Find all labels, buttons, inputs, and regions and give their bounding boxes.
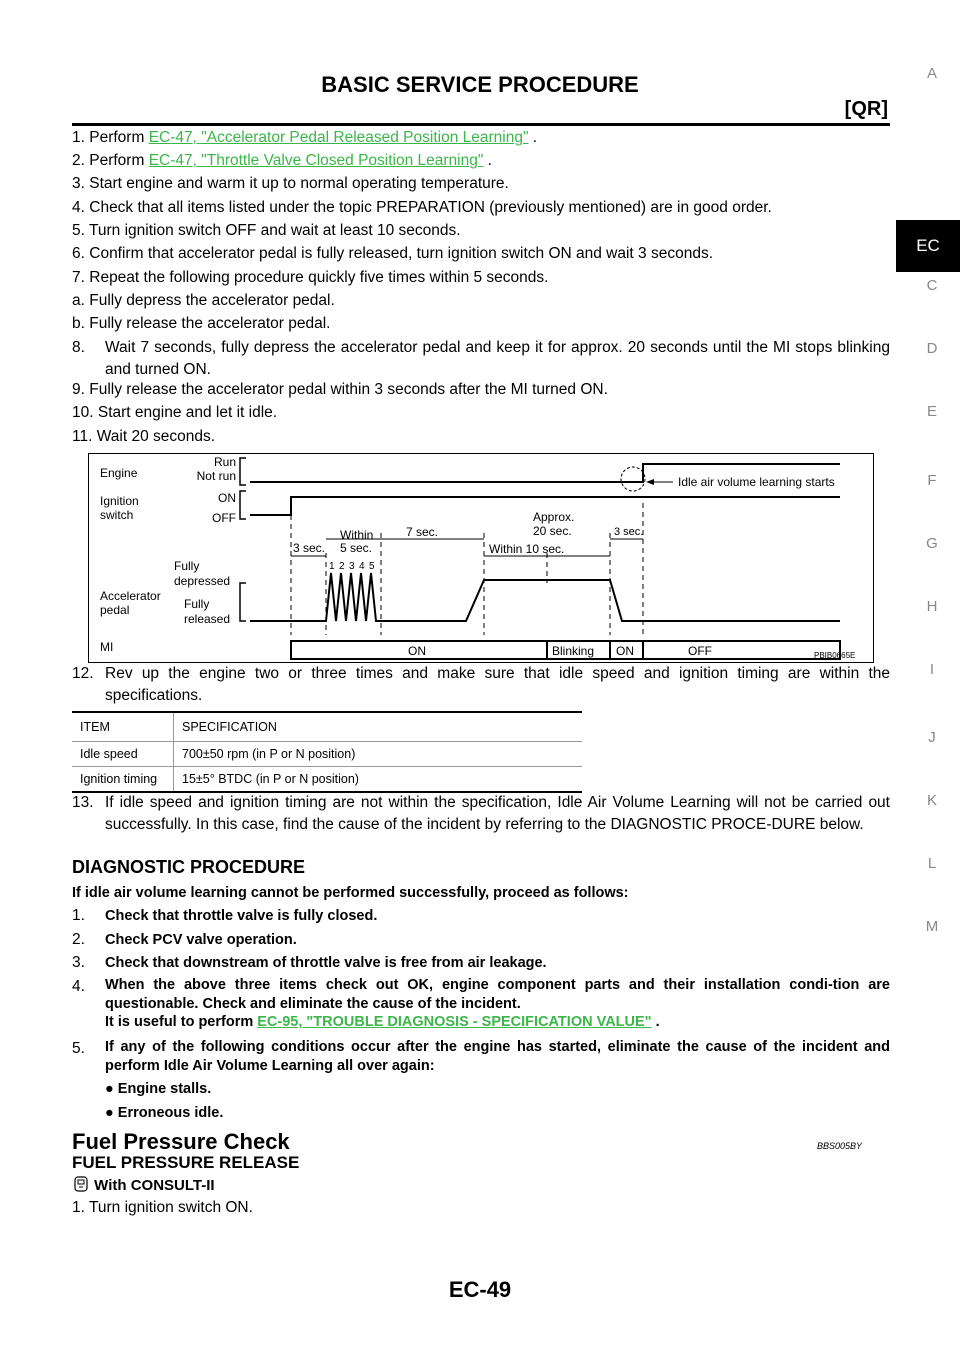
- timing-diagram: [88, 453, 874, 663]
- consult-line: With CONSULT-II: [72, 1175, 890, 1197]
- diag-intro: If idle air volume learning cannot be performed successfully, proceed as follows:: [72, 885, 629, 901]
- side-index-c[interactable]: C: [926, 277, 938, 294]
- side-index-h[interactable]: H: [926, 598, 938, 615]
- diag-title: DIAGNOSTIC PROCEDURE: [72, 857, 306, 877]
- header-rule: [72, 123, 890, 126]
- side-index-m[interactable]: M: [925, 918, 939, 935]
- mi-on2: ON: [616, 644, 634, 658]
- label-within-10: Within 10 sec.: [489, 542, 565, 556]
- section-code: [QR]: [844, 98, 888, 120]
- table-row: [72, 712, 582, 742]
- bullet-icon: ●: [105, 1081, 118, 1097]
- side-index-a[interactable]: A: [926, 65, 937, 82]
- figure-code: PBIB0665E: [814, 651, 856, 660]
- diag-4-num: 4.: [72, 978, 85, 995]
- mi-blinking: Blinking: [552, 644, 595, 658]
- label-ign-on: ON: [218, 491, 236, 505]
- step-12-num: 12.: [72, 665, 94, 682]
- step-8: Wait 7 seconds, fully depress the accelerator pedal and keep it for approx. 20 seconds until the MI stops blinking and turned ON.: [105, 339, 890, 378]
- link-spec-value[interactable]: EC-95, "TROUBLE DIAGNOSIS - SPECIFICATION VALUE": [257, 1014, 652, 1030]
- label-run: Run: [213, 455, 236, 469]
- table-row: Idle speed 700±50 rpm (in P or N position): [72, 742, 582, 767]
- step-3: 3. Start engine and warm it up to normal operating temperature.: [72, 175, 509, 192]
- diag-3: Check that downstream of throttle valve is free from air leakage.: [105, 955, 547, 971]
- side-index-d[interactable]: D: [926, 340, 938, 357]
- diag-4-sub: It is useful to perform EC-95, "TROUBLE DIAGNOSIS - SPECIFICATION VALUE" .: [105, 1014, 660, 1030]
- step-12: Rev up the engine two or three times and make sure that idle speed and ignition timing are within the specifications.: [105, 665, 890, 704]
- label-not-run: Not run: [196, 469, 236, 483]
- side-index-j[interactable]: J: [928, 729, 936, 746]
- diag-3-num: 3.: [72, 954, 85, 971]
- label-released: released: [184, 612, 231, 626]
- label-accel-2: pedal: [100, 603, 130, 617]
- step-9: 9. Fully release the accelerator pedal within 3 seconds after the MI turned ON.: [72, 381, 608, 398]
- fuel-title: Fuel Pressure Check: [72, 1129, 290, 1154]
- diag-2-num: 2.: [72, 931, 85, 948]
- label-learning-starts: Idle air volume learning starts: [678, 475, 835, 489]
- bullet-icon: ●: [105, 1105, 118, 1121]
- spec-table: [72, 711, 582, 793]
- diag-2: Check PCV valve operation.: [105, 932, 297, 948]
- step-1: 1. Perform EC-47, "Accelerator Pedal Released Position Learning" .: [72, 129, 538, 146]
- label-engine: Engine: [100, 466, 138, 480]
- step-13: If idle speed and ignition timing are not within the specification, Idle Air Volume Learning will not be carried out successfully. In this case, find the cause of the incident by referring to the DIAGNOSTIC PROCE-DURE below.: [105, 794, 890, 833]
- label-within-1: Within: [340, 528, 374, 542]
- step-8-num: 8.: [72, 339, 85, 356]
- fuel-step-1: 1. Turn ignition switch ON.: [72, 1199, 253, 1216]
- pulse-5: 5: [369, 561, 375, 572]
- label-accel-1: Accelerator: [100, 589, 161, 603]
- side-index-k[interactable]: K: [926, 792, 937, 809]
- label-within-2: 5 sec.: [340, 541, 373, 555]
- label-ignition-2: switch: [100, 508, 134, 522]
- step-5: 5. Turn ignition switch OFF and wait at least 10 seconds.: [72, 222, 461, 239]
- step-2: 2. Perform EC-47, "Throttle Valve Closed Position Learning" .: [72, 152, 492, 169]
- page-number: EC-49: [448, 1277, 512, 1302]
- side-index-g[interactable]: G: [926, 535, 938, 552]
- diag-1-num: 1.: [72, 907, 85, 924]
- release-title: FUEL PRESSURE RELEASE: [72, 1153, 300, 1172]
- label-fully-2: Fully: [184, 597, 210, 611]
- step-10: 10. Start engine and let it idle.: [72, 404, 278, 421]
- side-index-ec-active[interactable]: EC: [896, 220, 960, 272]
- label-3sec: 3 sec.: [293, 541, 326, 555]
- side-index-e[interactable]: E: [926, 403, 937, 420]
- side-index-f[interactable]: F: [927, 472, 937, 489]
- link-throttle-valve-learning[interactable]: EC-47, "Throttle Valve Closed Position Learning": [148, 152, 484, 169]
- label-7sec: 7 sec.: [406, 525, 439, 539]
- diag-1: Check that throttle valve is fully closed.: [105, 908, 378, 924]
- side-index-i[interactable]: I: [929, 661, 935, 678]
- label-approx-2: 20 sec.: [533, 524, 572, 538]
- consult-icon: [72, 1175, 90, 1193]
- link-accelerator-pedal-learning[interactable]: EC-47, "Accelerator Pedal Released Position Learning": [148, 129, 529, 146]
- label-3sec-b: 3 sec.: [614, 526, 644, 538]
- label-ignition-1: Ignition: [100, 494, 139, 508]
- bullet-erroneous-idle: ● Erroneous idle.: [105, 1105, 224, 1121]
- step-13-num: 13.: [72, 794, 94, 811]
- pulse-4: 4: [359, 561, 365, 572]
- mi-off: OFF: [688, 644, 712, 658]
- step-7a: a. Fully depress the accelerator pedal.: [72, 292, 335, 309]
- pulse-3: 3: [349, 561, 355, 572]
- pulse-2: 2: [339, 561, 345, 572]
- diag-5: If any of the following conditions occur after the engine has started, eliminate the cause of the incident and perform Idle Air Volume Learning all over again:: [105, 1039, 890, 1074]
- step-4: 4. Check that all items listed under the topic PREPARATION (previously mentioned) are in good order.: [72, 199, 772, 216]
- step-11: 11. Wait 20 seconds.: [72, 428, 216, 445]
- label-fully-1: Fully: [174, 559, 200, 573]
- step-7: 7. Repeat the following procedure quickly five times within 5 seconds.: [72, 269, 549, 286]
- step-6: 6. Confirm that accelerator pedal is fully released, turn ignition switch ON and wait 3 seconds.: [72, 245, 713, 262]
- table-row: Ignition timing 15±5° BTDC (in P or N position): [72, 767, 582, 793]
- bullet-engine-stalls: ● Engine stalls.: [105, 1081, 212, 1097]
- table-header-item: ITEM: [72, 712, 174, 742]
- label-mi: MI: [100, 640, 114, 654]
- side-index-l[interactable]: L: [927, 855, 937, 872]
- pulse-1: 1: [329, 561, 335, 572]
- diag-5-num: 5.: [72, 1040, 85, 1057]
- fuel-code: BBS005BY: [816, 1141, 862, 1151]
- step-7b: b. Fully release the accelerator pedal.: [72, 315, 331, 332]
- mi-on: ON: [408, 644, 426, 658]
- table-header-spec: SPECIFICATION: [174, 712, 583, 742]
- page-title: BASIC SERVICE PROCEDURE: [321, 72, 639, 97]
- label-ign-off: OFF: [212, 511, 236, 525]
- label-depressed: depressed: [174, 574, 231, 588]
- diag-4: When the above three items check out OK, engine component parts and their installation condi-tion are questionable. Check and eliminate the cause of the incident.: [105, 977, 890, 1012]
- label-approx-1: Approx.: [533, 510, 575, 524]
